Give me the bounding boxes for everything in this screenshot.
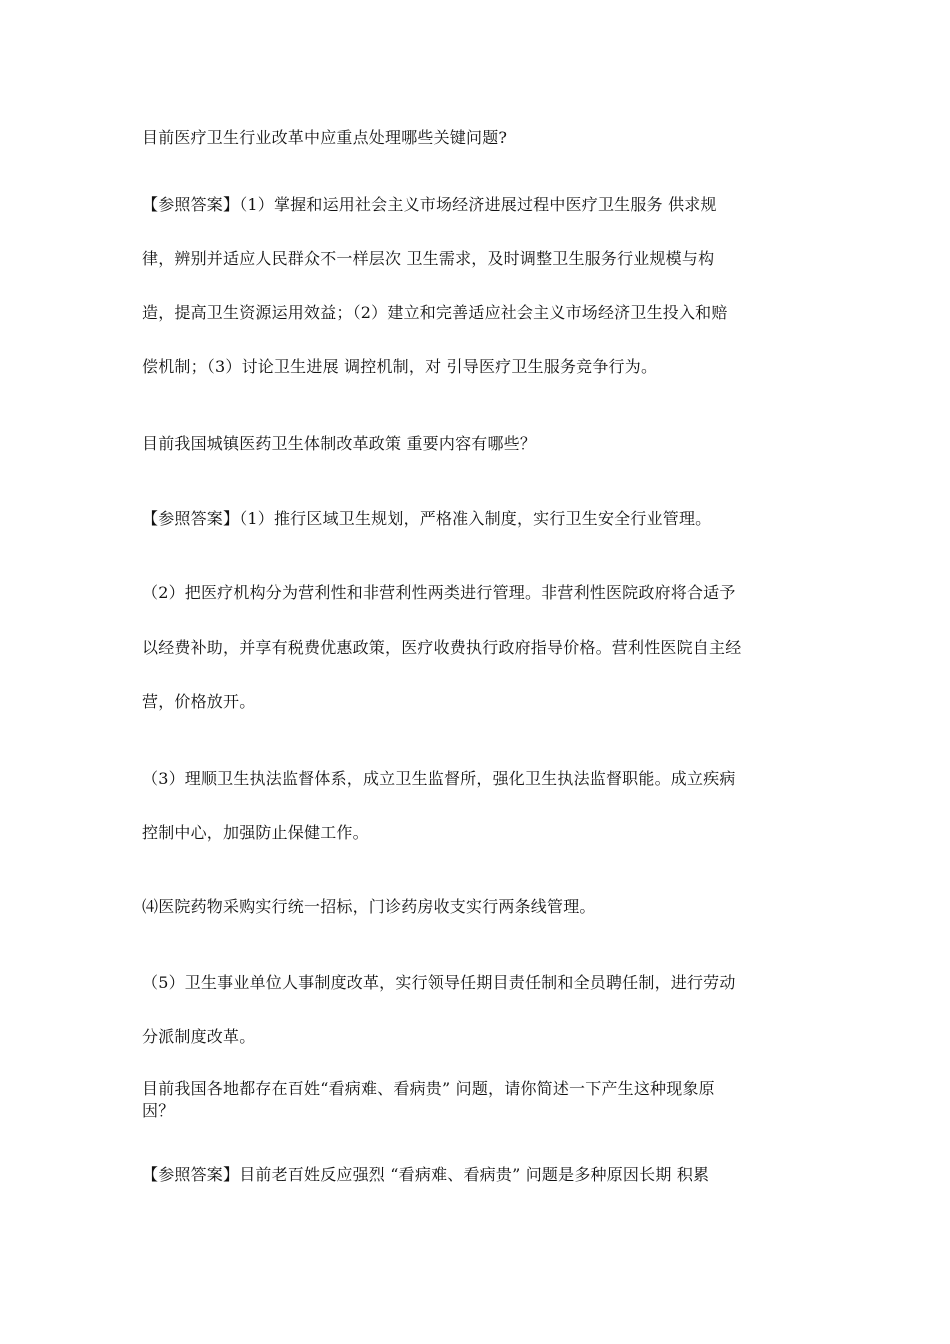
answer-1-line-4: 偿机制；（3）讨论卫生进展 调控机制，对 引导医疗卫生服务竞争行为。	[142, 357, 658, 376]
answer-2-line-6: 控制中心，加强防止保健工作。	[142, 823, 369, 842]
answer-2-line-8: （5）卫生事业单位人事制度改革，实行领导任期目责任制和全员聘任制，进行劳动	[142, 973, 736, 992]
answer-1-line-2: 律，辨别并适应人民群众不一样层次 卫生需求，及时调整卫生服务行业规模与构	[142, 249, 715, 268]
answer-3-line-1: 【参照答案】目前老百姓反应强烈 “看病难、看病贵” 问题是多种原因长期 积累	[142, 1165, 710, 1184]
answer-1-line-1: 【参照答案】（1）掌握和运用社会主义市场经济进展过程中医疗卫生服务 供求规	[142, 195, 717, 214]
answer-2-line-3: 以经费补助，并享有税费优惠政策，医疗收费执行政府指导价格。营利性医院自主经	[142, 638, 742, 657]
question-2: 目前我国城镇医药卫生体制改革政策 重要内容有哪些？	[142, 434, 537, 453]
answer-2-line-9: 分派制度改革。	[142, 1027, 256, 1046]
answer-2-line-2: （2）把医疗机构分为营利性和非营利性两类进行管理。非营利性医院政府将合适予	[142, 583, 736, 602]
question-1: 目前医疗卫生行业改革中应重点处理哪些关键问题?	[142, 128, 508, 147]
question-3-line-1: 目前我国各地都存在百姓“看病难、看病贵” 问题，请你简述一下产生这种现象原	[142, 1079, 715, 1098]
answer-1-line-3: 造，提高卫生资源运用效益；（2）建立和完善适应社会主义市场经济卫生投入和赔	[142, 303, 728, 322]
answer-2-line-5: （3）理顺卫生执法监督体系，成立卫生监督所，强化卫生执法监督职能。成立疾病	[142, 769, 736, 788]
answer-2-line-4: 营，价格放开。	[142, 692, 256, 711]
answer-2-line-7: ⑷医院药物采购实行统一招标，门诊药房收支实行两条线管理。	[142, 897, 596, 916]
answer-2-line-1: 【参照答案】（1）推行区域卫生规划，严格准入制度，实行卫生安全行业管理。	[142, 509, 712, 528]
question-3-line-2: 因？	[142, 1101, 175, 1120]
